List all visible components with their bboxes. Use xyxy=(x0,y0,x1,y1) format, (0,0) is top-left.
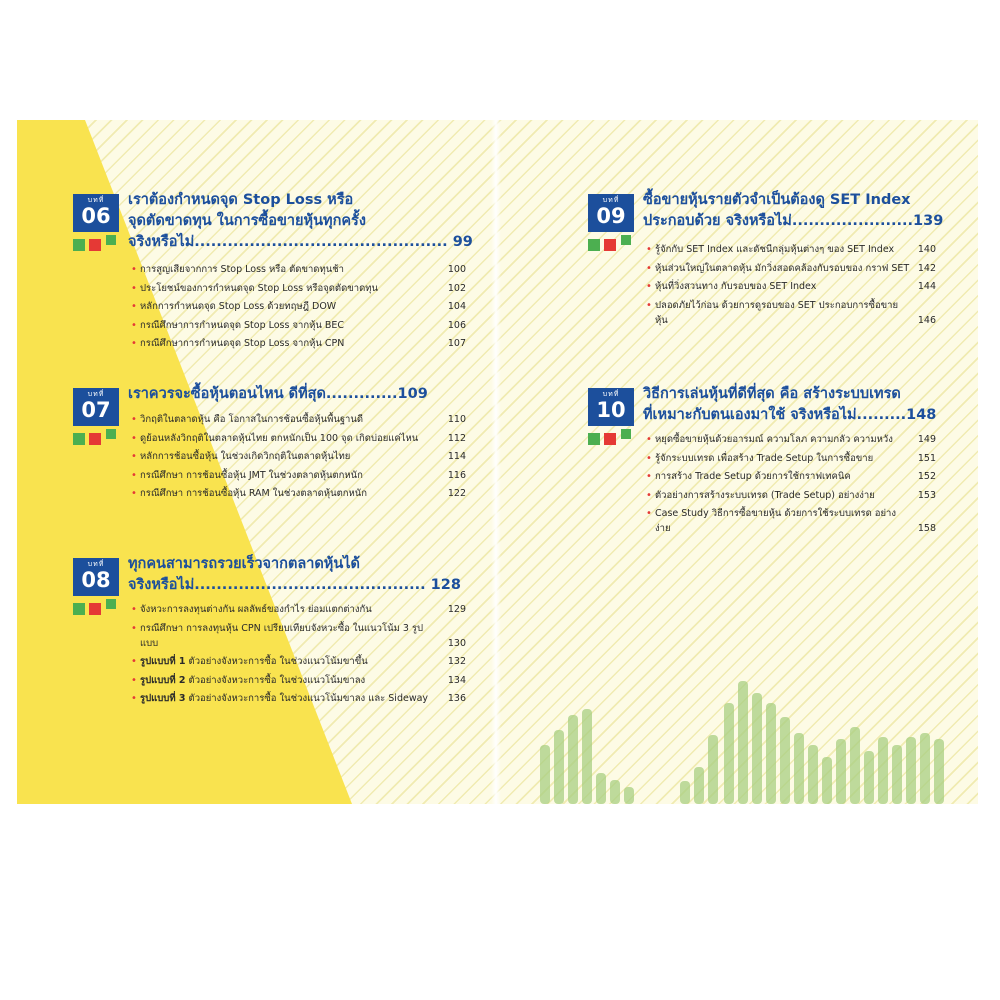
candle-bar xyxy=(610,780,620,804)
candle-bar xyxy=(836,739,846,804)
page-number: 110 xyxy=(447,414,466,425)
page-gutter xyxy=(491,120,501,804)
toc-item[interactable]: • หลักการช้อนซื้อหุ้น ในช่วงเกิดวิกฤติในตลาดหุ้นไทย 114 xyxy=(131,449,466,464)
candle-bar xyxy=(934,739,944,804)
toc-item[interactable]: • รูปแบบที่ 1 ตัวอย่างจังหวะการซื้อ ในช่วงแนวโน้มขาขึ้น 132 xyxy=(131,654,466,669)
page-number: 153 xyxy=(917,489,936,501)
toc-item[interactable]: • กรณีศึกษาการกำหนดจุด Stop Loss จากหุ้น CPN 107 xyxy=(131,336,466,351)
candle-bar xyxy=(822,757,832,804)
candle-bar xyxy=(892,745,902,804)
color-squares xyxy=(73,431,119,445)
page-number: 134 xyxy=(447,674,466,686)
candle-bar xyxy=(808,745,818,804)
candle-bar xyxy=(920,733,930,804)
candle-bar xyxy=(568,715,578,804)
page-number: 130 xyxy=(447,637,466,649)
toc-item[interactable]: • Case Study วิธีการซื้อขายหุ้น ด้วยการใช้ระบบเทรด อย่างง่าย 158 xyxy=(646,506,936,536)
chapter-number: 06 xyxy=(81,204,111,228)
page-number: 142 xyxy=(917,262,936,274)
chapter-items xyxy=(131,602,466,710)
candlestick-decoration xyxy=(532,675,962,804)
color-squares xyxy=(73,237,119,251)
page-number: 102 xyxy=(447,282,466,294)
chapter-badge-label: บทที่ xyxy=(87,390,105,398)
chapter-badge xyxy=(73,194,119,232)
chapter-number: 10 xyxy=(596,398,626,422)
page-number: 152 xyxy=(917,471,936,482)
toc-item[interactable]: • ดูย้อนหลังวิกฤติในตลาดหุ้นไทย ตกหนักเป็น 100 จุด เกิดบ่อยแค่ไหน 112 xyxy=(131,431,466,446)
page-number: 106 xyxy=(447,319,466,331)
candle-bar xyxy=(780,717,790,804)
page-number: 158 xyxy=(917,523,936,534)
chapter-title[interactable]: เราควรจะซื้อหุ้นตอนไหน ดีที่สุด.............109 xyxy=(128,386,428,402)
toc-item[interactable]: • ตัวอย่างการสร้างระบบเทรด (Trade Setup) อย่างง่าย 153 xyxy=(646,488,936,503)
chapter-number: 09 xyxy=(596,204,626,228)
page-number: 116 xyxy=(447,469,466,481)
candle-bar xyxy=(624,787,634,804)
page-number: 107 xyxy=(447,338,466,349)
toc-item[interactable]: • จังหวะการลงทุนต่างกัน ผลลัพธ์ของกำไร ย่อมแตกต่างกัน 129 xyxy=(131,602,466,617)
candle-bar xyxy=(596,773,606,804)
candle-bar xyxy=(752,693,762,804)
toc-item[interactable]: • วิกฤติในตลาดหุ้น คือ โอกาสในการช้อนซื้อหุ้นพื้นฐานดี 110 xyxy=(131,412,466,427)
toc-item[interactable]: • กรณีศึกษา การลงทุนหุ้น CPN เปรียบเทียบจังหวะซื้อ ในแนวโน้ม 3 รูปแบบ 130 xyxy=(131,621,466,651)
chapter-badge xyxy=(588,194,634,232)
toc-item[interactable]: • กรณีศึกษาการกำหนดจุด Stop Loss จากหุ้น BEC 106 xyxy=(131,318,466,333)
toc-item[interactable]: • การสร้าง Trade Setup ด้วยการใช้กราฟเทคนิค 152 xyxy=(646,469,936,484)
toc-item[interactable]: • การสูญเสียจากการ Stop Loss หรือ ตัดขาดทุนช้า 100 xyxy=(131,262,466,277)
chapter-title[interactable]: วิธีการเล่นหุ้นที่ดีที่สุด คือ สร้างระบบเทรด ที่เหมาะกับตนเองมาใช้ จริงหรือไม่.........148 xyxy=(643,386,937,423)
chapter-badge-label: บทที่ xyxy=(602,390,620,398)
toc-item[interactable]: • รูปแบบที่ 3 ตัวอย่างจังหวะการซื้อ ในช่วงแนวโน้มขาลง และ Sideway 136 xyxy=(131,691,466,706)
page-number: 129 xyxy=(447,604,466,615)
chapter-number: 08 xyxy=(81,568,111,592)
page-number: 112 xyxy=(447,432,466,444)
page-number: 151 xyxy=(917,452,936,464)
toc-item[interactable]: • ปลอดภัยไว้ก่อน ด้วยการดูรอบของ SET ประกอบการซื้อขายหุ้น 146 xyxy=(646,298,936,328)
candle-bar xyxy=(554,730,564,804)
toc-item[interactable]: • หุ้นที่วิ่งสวนทาง กับรอบของ SET Index 144 xyxy=(646,279,936,294)
page-number: 140 xyxy=(917,244,936,255)
chapter-title[interactable]: เราต้องกำหนดจุด Stop Loss หรือ จุดตัดขาดทุน ในการซื้อขายหุ้นทุกครั้ง จริงหรือไม่.............................................. 99 xyxy=(128,192,473,250)
chapter-badge xyxy=(588,388,634,426)
toc-item[interactable]: • หลักการกำหนดจุด Stop Loss ด้วยทฤษฎี DOW 104 xyxy=(131,299,466,314)
chapter-items xyxy=(646,432,936,540)
toc-item[interactable]: • หยุดซื้อขายหุ้นด้วยอารมณ์ ความโลภ ความกลัว ความหวัง 149 xyxy=(646,432,936,447)
chapter-badge-label: บทที่ xyxy=(87,560,105,568)
book-spread xyxy=(17,120,978,804)
color-squares xyxy=(588,431,634,445)
page-number: 132 xyxy=(447,656,466,667)
candle-bar xyxy=(738,681,748,804)
candle-bar xyxy=(878,737,888,804)
chapter-badge-label: บทที่ xyxy=(87,196,105,204)
candle-bar xyxy=(582,709,592,804)
candle-bar xyxy=(850,727,860,804)
chapter-badge-label: บทที่ xyxy=(602,196,620,204)
candle-bar xyxy=(708,735,718,804)
toc-item[interactable]: • หุ้นส่วนใหญ่ในตลาดหุ้น มักวิ่งสอดคล้องกับรอบของ กราฟ SET 142 xyxy=(646,261,936,276)
page-number: 114 xyxy=(447,451,466,462)
toc-item[interactable]: • ประโยชน์ของการกำหนดจุด Stop Loss หรือจุดตัดขาดทุน 102 xyxy=(131,281,466,296)
candle-bar xyxy=(680,781,690,804)
page-number: 104 xyxy=(447,301,466,312)
candle-bar xyxy=(864,751,874,804)
page-number: 136 xyxy=(447,693,466,704)
chapter-items xyxy=(131,262,466,355)
page-number: 100 xyxy=(447,264,466,275)
chapter-number: 07 xyxy=(81,398,111,422)
page-number: 122 xyxy=(447,488,466,499)
toc-item[interactable]: • รู้จักกับ SET Index และดัชนีกลุ่มหุ้นต่างๆ ของ SET Index 140 xyxy=(646,242,936,257)
toc-item[interactable]: • กรณีศึกษา การช้อนซื้อหุ้น RAM ในช่วงตลาดหุ้นตกหนัก 122 xyxy=(131,486,466,501)
page-number: 149 xyxy=(917,434,936,445)
toc-item[interactable]: • รูปแบบที่ 2 ตัวอย่างจังหวะการซื้อ ในช่วงแนวโน้มขาลง 134 xyxy=(131,673,466,688)
page-number: 144 xyxy=(917,281,936,292)
chapter-items xyxy=(131,412,466,505)
chapter-title[interactable]: ทุกคนสามารถรวยเร็วจากตลาดหุ้นได้ จริงหรือไม่.......................................... 128 xyxy=(128,556,461,593)
page-number: 146 xyxy=(917,314,936,326)
candle-bar xyxy=(724,703,734,804)
candle-bar xyxy=(906,737,916,804)
chapter-items xyxy=(646,242,936,331)
candle-bar xyxy=(694,767,704,804)
color-squares xyxy=(588,237,634,251)
chapter-badge xyxy=(73,388,119,426)
color-squares xyxy=(73,601,119,615)
candle-bar xyxy=(540,745,550,804)
toc-item[interactable]: • รู้จักระบบเทรด เพื่อสร้าง Trade Setup ในการซื้อขาย 151 xyxy=(646,451,936,466)
candle-bar xyxy=(766,703,776,804)
candle-bar xyxy=(794,733,804,804)
chapter-title[interactable]: ซื้อขายหุ้นรายตัวจำเป็นต้องดู SET Index ประกอบด้วย จริงหรือไม่......................139 xyxy=(643,192,944,229)
chapter-badge xyxy=(73,558,119,596)
toc-item[interactable]: • กรณีศึกษา การช้อนซื้อหุ้น JMT ในช่วงตลาดหุ้นตกหนัก 116 xyxy=(131,468,466,483)
